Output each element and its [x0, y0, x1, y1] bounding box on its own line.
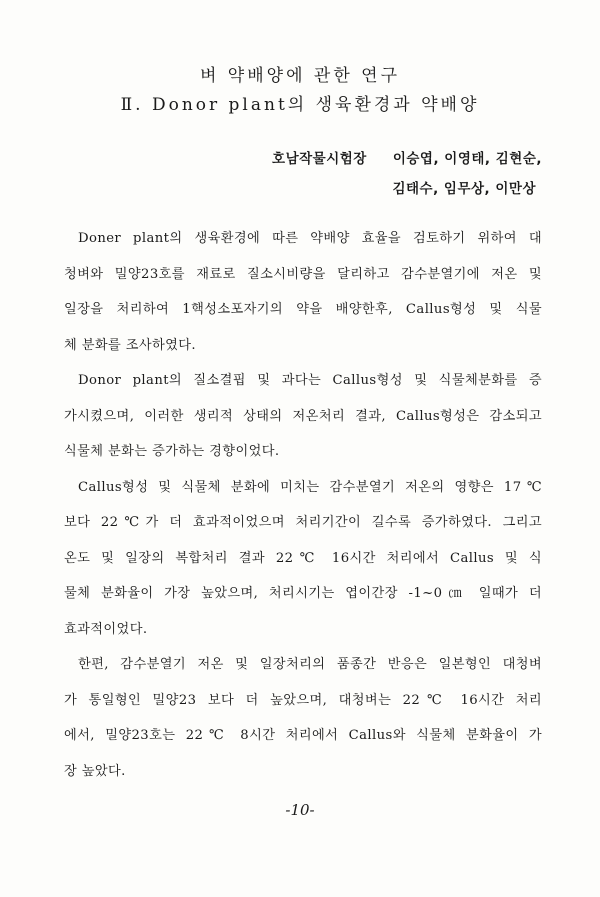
body-line: 식물체 분화는 증가하는 경향이었다.: [64, 444, 280, 459]
author-line-2: [392, 177, 536, 197]
abstract-body: [64, 221, 542, 789]
body-line: 청벼와 밀양23호를 재료로 질소시비량을 달리하고 감수분열기에 저온 및: [64, 266, 542, 282]
author-line-1: [272, 147, 542, 167]
author-institution: 호남작물시험장: [272, 151, 367, 167]
body-line: 온도 및 일장의 복합처리 결과 22℃ 16시간 처리에서 Callus 및 식: [64, 550, 542, 566]
body-line: Doner plant의 생육환경에 따른 약배양 효율을 검토하기 위하여 대: [78, 231, 542, 246]
body-line: Donor plant의 질소결핍 및 과다는 Callus형성 및 식물체분화를 증: [78, 373, 542, 388]
body-line: 가시켰으며, 이러한 생리적 상태의 저온처리 결과, Callus형성은 감소되고: [64, 408, 542, 424]
body-line: 보다 22℃가 더 효과적이었으며 처리기간이 길수록 증가하였다. 그리고: [64, 515, 542, 530]
document-subtitle: Ⅱ. Donor plant의 생육환경과 약배양: [120, 95, 480, 115]
body-line: 에서, 밀양23호는 22℃ 8시간 처리에서 Callus와 식물체 분화율이 가: [64, 728, 542, 743]
body-line: 한편, 감수분열기 저온 및 일장처리의 품종간 반응은 일본형인 대청벼: [78, 657, 542, 672]
author-names-2: 김태수, 임무상, 이만상: [392, 181, 536, 197]
body-line: Callus형성 및 식물체 분화에 미치는 감수분열기 저온의 영향은 17℃: [78, 479, 542, 495]
document-title: 벼 약배양에 관한 연구: [199, 66, 400, 86]
body-line: 장 높았다.: [64, 763, 126, 779]
body-line: 체 분화를 조사하였다.: [64, 337, 197, 353]
page-number: -10-: [285, 801, 315, 819]
body-line: 일장을 처리하여 1핵성소포자기의 약을 배양한후, Callus형성 및 식물: [64, 302, 542, 317]
body-line: 가 통일형인 밀양23 보다 더 높았으며, 대청벼는 22℃ 16시간 처리: [64, 692, 542, 708]
body-line: 물체 분화율이 가장 높았으며, 처리시기는 엽이간장 -1~0㎝ 일때가 더: [64, 586, 542, 601]
author-names-1: 이승엽, 이영태, 김현순,: [392, 151, 542, 167]
body-line: 효과적이었다.: [64, 621, 148, 637]
